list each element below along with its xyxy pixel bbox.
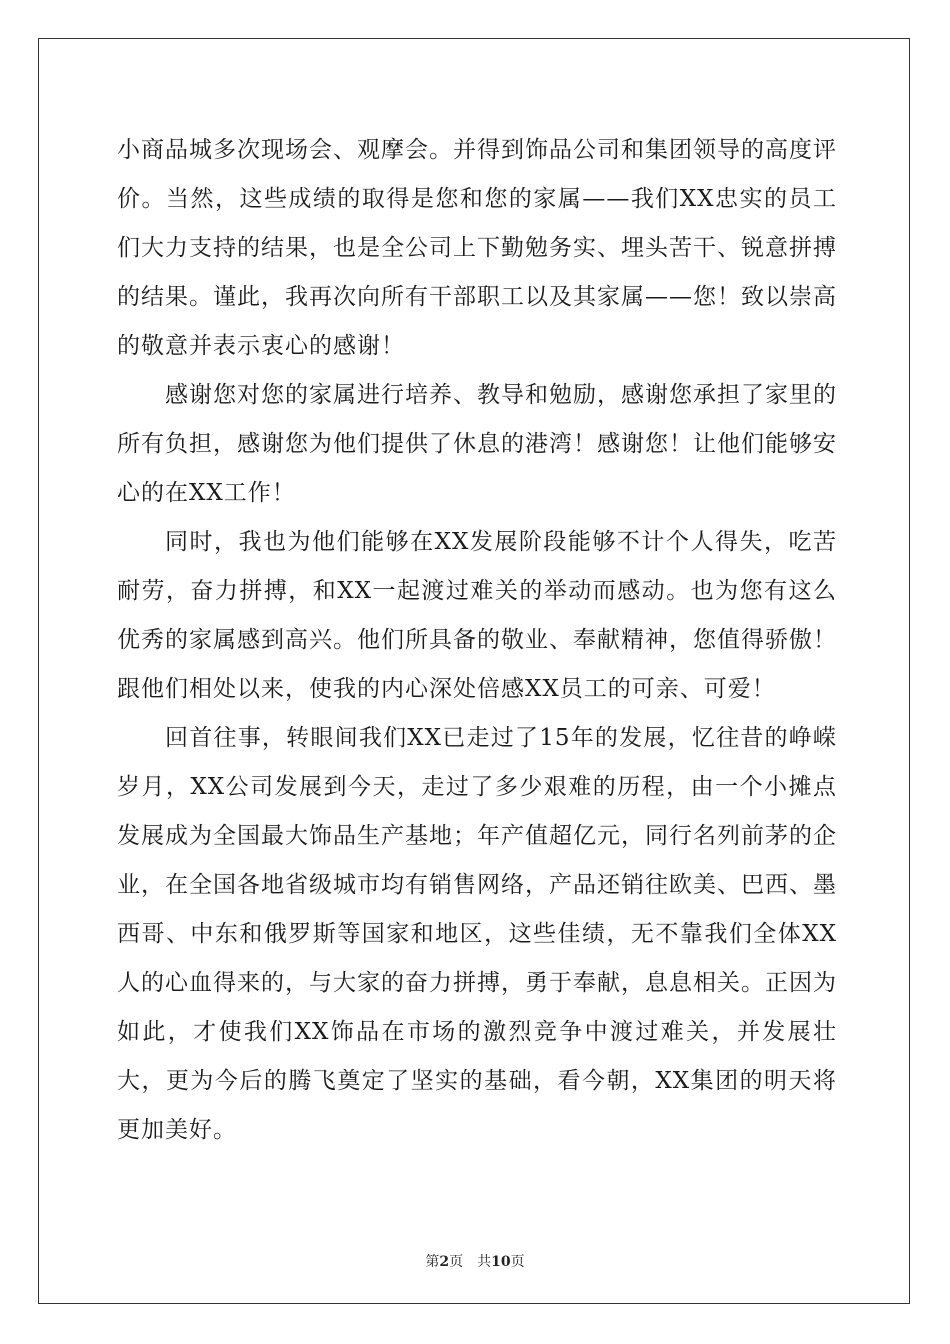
total-pages-number: 10 — [491, 1254, 511, 1270]
footer-total-suffix: 页 — [510, 1254, 525, 1270]
document-body — [117, 126, 837, 1155]
paragraph-2: 感谢您对您的家属进行培养、教导和勉励，感谢您承担了家里的所有负担，感谢您为他们提供了休息的港湾！感谢您！让他们能够安心的在XX工作！ — [117, 382, 837, 506]
paragraph-3: 同时，我也为他们能够在XX发展阶段能够不计个人得失，吃苦耐劳，奋力拼搏，和XX一起渡过难关的举动而感动。也为您有这么优秀的家属感到高兴。他们所具备的敬业、奉献精神，您值得骄傲！跟他们相处以来，使我的内心深处倍感XX员工的可亲、可爱！ — [117, 529, 837, 702]
current-page-number: 2 — [439, 1254, 450, 1270]
paragraph-1: 小商品城多次现场会、观摩会。并得到饰品公司和集团领导的高度评价。当然，这些成绩的取得是您和您的家属——我们XX忠实的员工们大力支持的结果，也是全公司上下勤勉务实、埋头苦干、锐意拼搏的结果。谨此，我再次向所有干部职工以及其家属——您！致以崇高的敬意并表示衷心的感谢！ — [117, 137, 837, 359]
paragraph-4: 回首往事，转眼间我们XX已走过了15年的发展，忆往昔的峥嵘岁月，XX公司发展到今天，走过了多少艰难的历程，由一个小摊点发展成为全国最大饰品生产基地；年产值超亿元，同行名列前茅的企业，在全国各地省级城市均有销售网络，产品还销往欧美、巴西、墨西哥、中东和俄罗斯等国家和地区，这些佳绩，无不靠我们全体XX人的心血得来的，与大家的奋力拼搏，勇于奉献，息息相关。正因为如此，才使我们XX饰品在市场的激烈竞争中渡过难关，并发展壮大，更为今后的腾飞奠定了坚实的基础，看今朝，XX集团的明天将更加美好。 — [117, 725, 837, 1143]
footer-prefix: 第 — [425, 1254, 440, 1270]
footer-total-prefix: 共 — [477, 1254, 492, 1270]
footer-page-suffix: 页 — [449, 1254, 464, 1270]
page-footer — [0, 1251, 950, 1271]
